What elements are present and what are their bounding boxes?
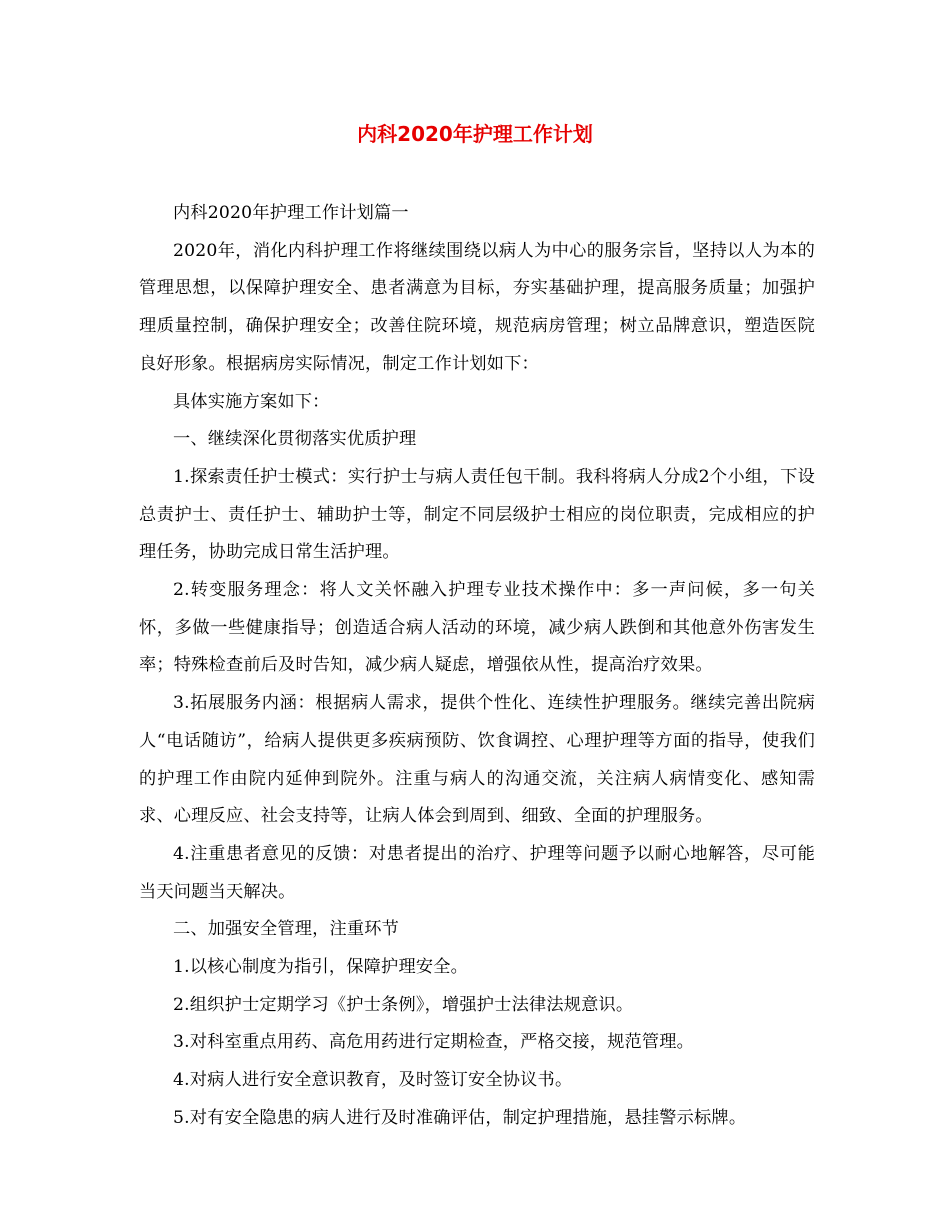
part-one-heading: 一、继续深化贯彻落实优质护理 (173, 429, 417, 450)
paragraph-item: 1.以核心制度为指引，保障护理安全。 (173, 957, 469, 978)
section-heading: 内科2020年护理工作计划篇一 (173, 203, 409, 223)
paragraph-item: 3.对科室重点用药、高危用药进行定期检查，严格交接，规范管理。 (173, 1032, 695, 1053)
intro-paragraph: 2020年，消化内科护理工作将继续围绕以病人为中心的服务宗旨，坚持以人为本的管理思想，以保障护理安全、患者满意为目标，夯实基础护理，提高服务质量；加强护理质量控制，确保护理安全；改善住院环境，规范病房管理；树立品牌意识，塑造医院良好形象。根据病房实际情况，制定工作计划如下： (139, 240, 815, 374)
paragraph-item: 1.探索责任护士模式：实行护士与病人责任包干制。我科将病人分成2个小组，下设总责护士、责任护士、辅助护士等，制定不同层级护士相应的岗位职责，完成相应的护理任务，协助完成日常生活护理。 (139, 466, 815, 563)
paragraph-item: 4.对病人进行安全意识教育，及时签订安全协议书。 (173, 1070, 573, 1091)
plan-heading: 具体实施方案如下： (173, 391, 330, 412)
paragraph-item: 2.转变服务理念：将人文关怀融入护理专业技术操作中：多一声问候，多一句关怀，多做一些健康指导；创造适合病人活动的环境，减少病人跌倒和其他意外伤害发生率；特殊检查前后及时告知，减少病人疑虑，增强依从性，提高治疗效果。 (139, 580, 815, 676)
paragraph-item: 3.拓展服务内涵：根据病人需求，提供个性化、连续性护理服务。继续完善出院病人“电话随访”，给病人提供更多疾病预防、饮食调控、心理护理等方面的指导，使我们的护理工作由院内延伸到院外。注重与病人的沟通交流，关注病人病情变化、感知需求、心理反应、社会支持等，让病人体会到周到、细致、全面的护理服务。 (139, 693, 815, 827)
document-title: 内科2020年护理工作计划 (357, 122, 593, 146)
paragraph-item: 2.组织护士定期学习《护士条例》，增强护士法律法规意识。 (173, 994, 634, 1015)
document-body (139, 195, 815, 1138)
paragraph-item: 4.注重患者意见的反馈：对患者提出的治疗、护理等问题予以耐心地解答，尽可能当天问题当天解决。 (139, 843, 815, 902)
part-two-heading: 二、加强安全管理，注重环节 (173, 919, 400, 940)
paragraph-item: 5.对有安全隐患的病人进行及时准确评估，制定护理措施，悬挂警示标牌。 (173, 1107, 747, 1128)
